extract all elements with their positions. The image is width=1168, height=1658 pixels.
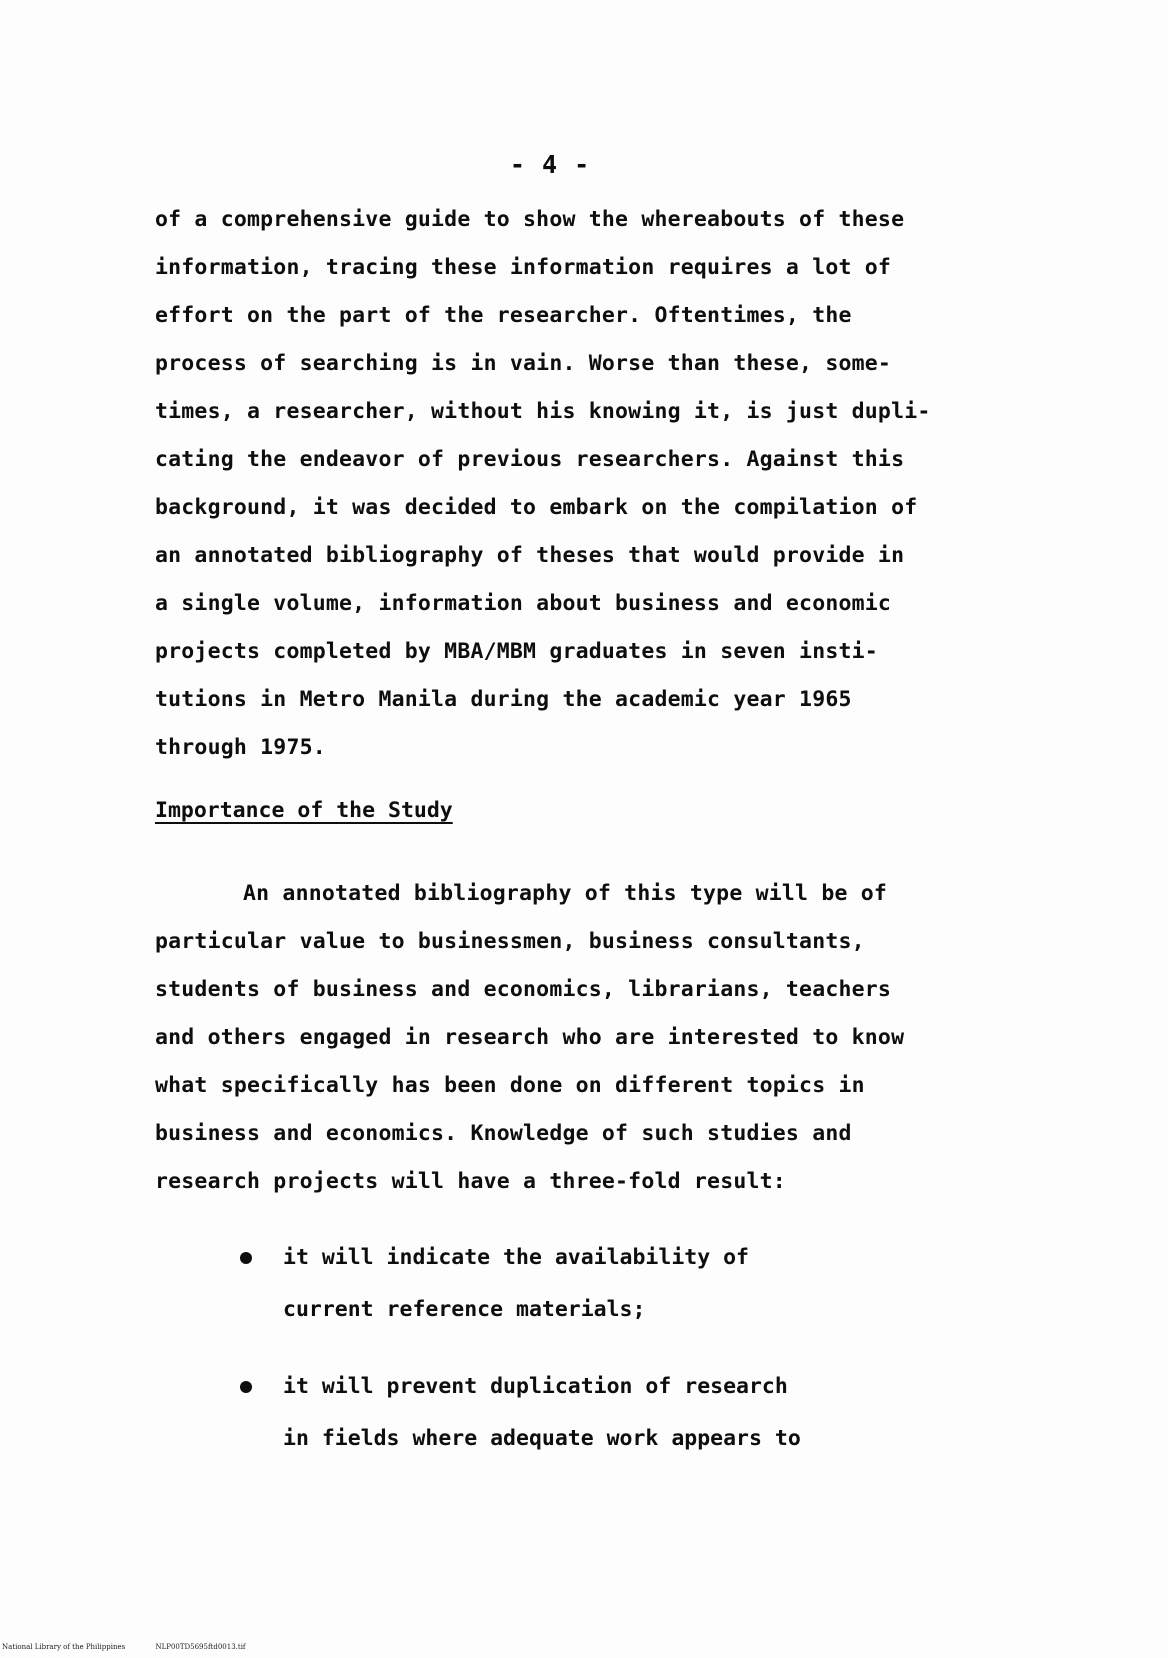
- text-line: An annotated bibliography of this type will be of: [243, 881, 888, 906]
- text-line: students of business and economics, librarians, teachers: [155, 977, 892, 1002]
- section-heading: Importance of the Study: [155, 798, 453, 823]
- paragraph-importance: [155, 870, 985, 1206]
- text-line: of a comprehensive guide to show the whereabouts of these: [155, 207, 905, 232]
- footer-library: National Library of the Philippines: [2, 1643, 126, 1651]
- bullet-icon: [240, 1381, 252, 1393]
- text-line: tutions in Metro Manila during the academic year 1965: [155, 687, 852, 712]
- text-line: and others engaged in research who are interested to know: [155, 1025, 905, 1050]
- text-line: an annotated bibliography of theses that would provide in: [155, 543, 905, 568]
- scan-footer: [2, 1643, 274, 1651]
- text-line: times, a researcher, without his knowing it, is just dupli-: [155, 399, 931, 424]
- text-line: cating the endeavor of previous researchers. Against this: [155, 447, 905, 472]
- bullet-item: [240, 1232, 940, 1336]
- footer-file: NLP00TD5695ftd0013.tif: [155, 1643, 246, 1651]
- text-line: in fields where adequate work appears to: [283, 1426, 801, 1451]
- text-line: business and economics. Knowledge of such studies and: [155, 1121, 852, 1146]
- text-line: background, it was decided to embark on the compilation of: [155, 495, 918, 520]
- page-number: - 4 -: [509, 150, 591, 179]
- text-line: it will indicate the availability of: [283, 1245, 749, 1270]
- text-line: a single volume, information about business and economic: [155, 591, 892, 616]
- text-line: information, tracing these information requires a lot of: [155, 255, 892, 280]
- paragraph-continuation: [155, 196, 985, 772]
- text-line: process of searching is in vain. Worse than these, some-: [155, 351, 892, 376]
- bullet-item: [240, 1361, 940, 1465]
- text-line: what specifically has been done on different topics in: [155, 1073, 865, 1098]
- text-line: projects completed by MBA/MBM graduates in seven insti-: [155, 639, 878, 664]
- text-line: through 1975.: [155, 735, 326, 760]
- text-line: research projects will have a three-fold result:: [155, 1169, 786, 1194]
- text-line: it will prevent duplication of research: [283, 1374, 788, 1399]
- text-line: particular value to businessmen, business consultants,: [155, 929, 865, 954]
- text-line: effort on the part of the researcher. Oftentimes, the: [155, 303, 852, 328]
- text-line: current reference materials;: [283, 1297, 646, 1322]
- bullet-icon: [240, 1252, 252, 1264]
